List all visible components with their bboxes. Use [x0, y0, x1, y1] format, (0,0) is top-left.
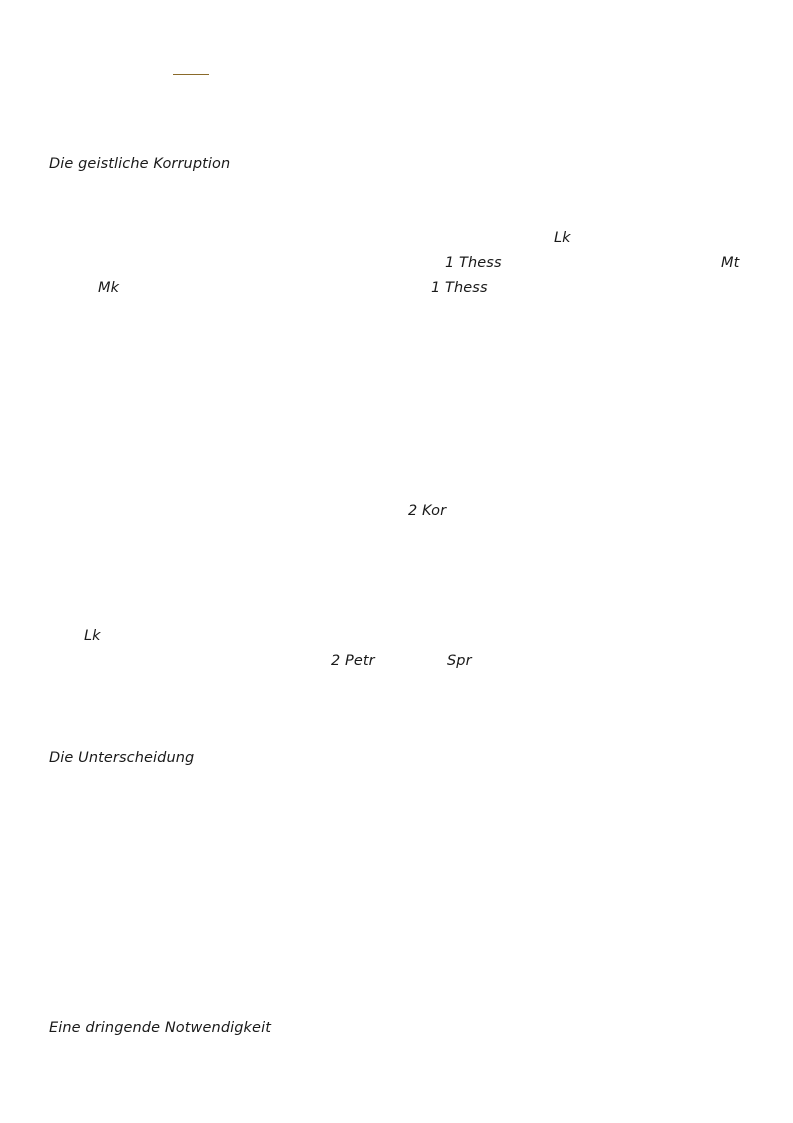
footnote-rule: [173, 74, 209, 75]
bible-reference-2-petr: 2 Petr: [331, 653, 375, 669]
bible-reference-1-thess: 1 Thess: [445, 255, 502, 271]
bible-reference-mt: Mt: [721, 255, 740, 271]
bible-reference-lk: Lk: [84, 628, 101, 644]
bible-reference-mk: Mk: [98, 280, 120, 296]
bible-reference-lk: Lk: [554, 230, 571, 246]
bible-reference-1-thess: 1 Thess: [431, 280, 488, 296]
bible-reference-spr: Spr: [447, 653, 472, 669]
section-heading-notwendigkeit: Eine dringende Notwendigkeit: [49, 1020, 271, 1036]
section-heading-unterscheidung: Die Unterscheidung: [49, 750, 195, 766]
bible-reference-2-kor: 2 Kor: [408, 503, 447, 519]
section-heading-geistliche-korruption: Die geistliche Korruption: [49, 156, 231, 172]
